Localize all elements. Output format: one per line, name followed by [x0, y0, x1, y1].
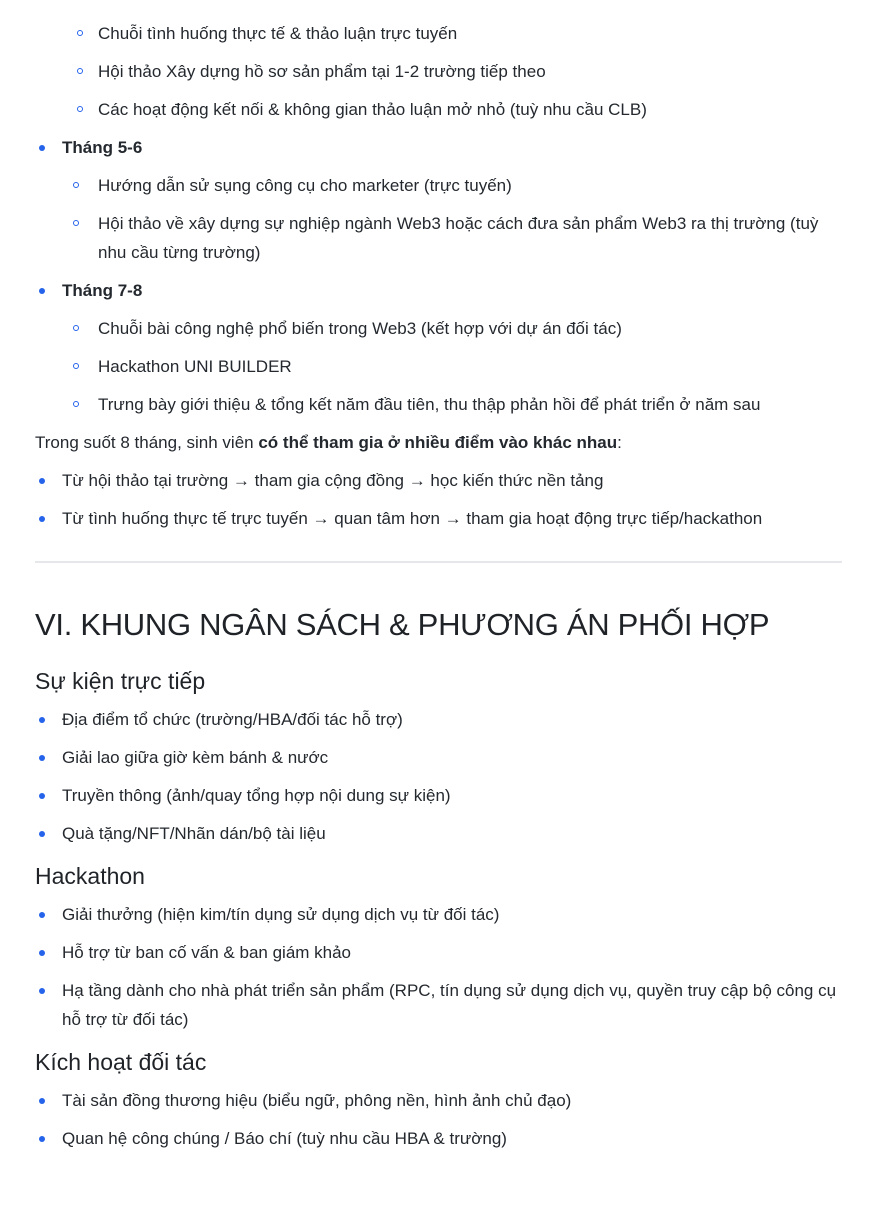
- list-item: Hướng dẫn sử sụng công cụ cho marketer (trực tuyến): [62, 171, 842, 200]
- disc-bullet-icon: [39, 1136, 45, 1142]
- disc-bullet-icon: [39, 717, 45, 723]
- list-item: Hỗ trợ từ ban cố vấn & ban giám khảo: [35, 938, 842, 967]
- circle-bullet-icon: [77, 106, 83, 112]
- circle-bullet-icon: [73, 401, 79, 407]
- group-heading: Hackathon: [35, 863, 145, 889]
- circle-bullet-icon: [73, 363, 79, 369]
- group-partner-activation: [35, 1046, 842, 1153]
- circle-bullet-icon: [73, 220, 79, 226]
- month-sublist: [62, 314, 842, 419]
- list-item: Quà tặng/NFT/Nhãn dán/bộ tài liệu: [35, 819, 842, 848]
- list-item: Chuỗi tình huống thực tế & thảo luận trực tuyến: [35, 19, 842, 48]
- circle-bullet-icon: [73, 182, 79, 188]
- summary-emphasis: có thể tham gia ở nhiều điểm vào khác nhau: [258, 433, 618, 452]
- timeline-list: [35, 0, 842, 419]
- group-list: [35, 900, 842, 1034]
- circle-bullet-icon: [77, 30, 83, 36]
- list-item: Tài sản đồng thương hiệu (biểu ngữ, phông nền, hình ảnh chủ đạo): [35, 1086, 842, 1115]
- list-item: Chuỗi bài công nghệ phổ biến trong Web3 (kết hợp với dự án đối tác): [62, 314, 842, 343]
- group-list: [35, 1086, 842, 1153]
- list-item: Hackathon UNI BUILDER: [62, 352, 842, 381]
- list-item: Trưng bày giới thiệu & tổng kết năm đầu tiên, thu thập phản hồi để phát triển ở năm sau: [62, 390, 842, 419]
- disc-bullet-icon: [39, 755, 45, 761]
- list-item: Địa điểm tổ chức (trường/HBA/đối tác hỗ trợ): [35, 705, 842, 734]
- entry-paths-list: [35, 466, 842, 533]
- month-label: Tháng 7-8: [62, 281, 143, 300]
- circle-bullet-icon: [77, 68, 83, 74]
- list-item: Hạ tầng dành cho nhà phát triển sản phẩm (RPC, tín dụng sử dụng dịch vụ, quyền truy cập bộ công cụ hỗ trợ từ đối tác): [35, 976, 842, 1034]
- disc-bullet-icon: [39, 831, 45, 837]
- disc-bullet-icon: [39, 478, 45, 484]
- list-item: Quan hệ công chúng / Báo chí (tuỳ nhu cầu HBA & trường): [35, 1124, 842, 1153]
- disc-bullet-icon: [39, 912, 45, 918]
- disc-bullet-icon: [39, 145, 45, 151]
- list-item: Giải lao giữa giờ kèm bánh & nước: [35, 743, 842, 772]
- group-heading: Sự kiện trực tiếp: [35, 668, 206, 694]
- disc-bullet-icon: [39, 988, 45, 994]
- disc-bullet-icon: [39, 950, 45, 956]
- section-divider: [35, 561, 842, 563]
- disc-bullet-icon: [39, 288, 45, 294]
- month-item: [35, 133, 842, 267]
- group-list: [35, 705, 842, 848]
- month-sublist: [62, 171, 842, 267]
- summary-paragraph: Trong suốt 8 tháng, sinh viên có thể tham gia ở nhiều điểm vào khác nhau:: [35, 433, 622, 452]
- month-item: [35, 276, 842, 419]
- group-hackathon: [35, 860, 842, 1034]
- section-title: VI. KHUNG NGÂN SÁCH & PHƯƠNG ÁN PHỐI HỢP: [35, 607, 770, 642]
- list-item: Giải thưởng (hiện kim/tín dụng sử dụng dịch vụ từ đối tác): [35, 900, 842, 929]
- group-live-events: [35, 665, 842, 848]
- list-item: Hội thảo về xây dựng sự nghiệp ngành Web3 hoặc cách đưa sản phẩm Web3 ra thị trường (tuỳ nhu cầu từng trường): [62, 209, 842, 267]
- list-item: Các hoạt động kết nối & không gian thảo luận mở nhỏ (tuỳ nhu cầu CLB): [35, 95, 842, 124]
- list-item: Từ hội thảo tại trường → tham gia cộng đồng → học kiến thức nền tảng: [35, 466, 842, 495]
- disc-bullet-icon: [39, 1098, 45, 1104]
- month-label: Tháng 5-6: [62, 138, 143, 157]
- group-heading: Kích hoạt đối tác: [35, 1049, 207, 1075]
- disc-bullet-icon: [39, 793, 45, 799]
- list-item: Từ tình huống thực tế trực tuyến → quan tâm hơn → tham gia hoạt động trực tiếp/hackathon: [35, 504, 842, 533]
- circle-bullet-icon: [73, 325, 79, 331]
- list-item: Truyền thông (ảnh/quay tổng hợp nội dung sự kiện): [35, 781, 842, 810]
- list-item: Hội thảo Xây dựng hồ sơ sản phẩm tại 1-2 trường tiếp theo: [35, 57, 842, 86]
- disc-bullet-icon: [39, 516, 45, 522]
